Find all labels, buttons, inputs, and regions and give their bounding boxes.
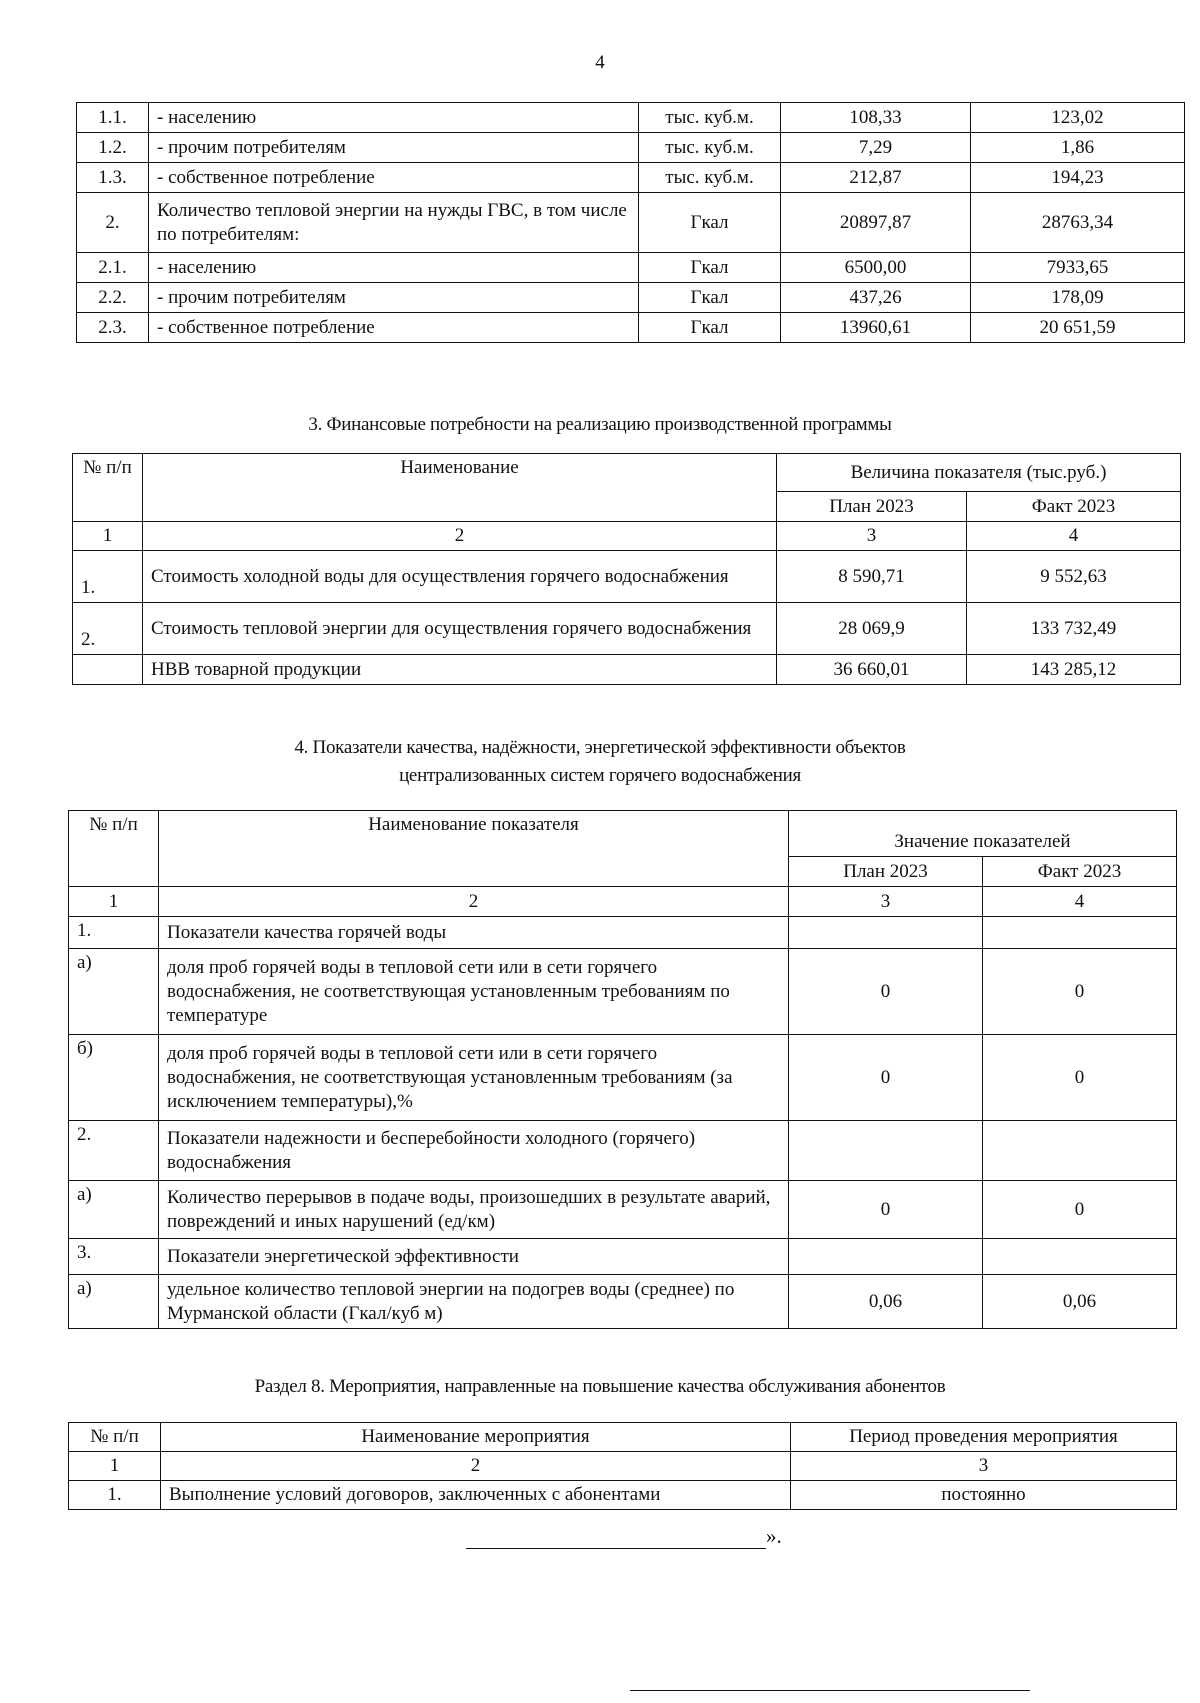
row-fact: 0 [983,949,1177,1035]
row-name: Выполнение условий договоров, заключенных с абонентами [161,1481,791,1510]
section4-title-line2: централизованных систем горячего водоснабжения [399,765,801,786]
row-plan: 108,33 [781,103,971,133]
table-row [69,1121,1177,1181]
table-row [77,253,1185,283]
row-plan: 28 069,9 [777,603,967,655]
row-fact: 9 552,63 [967,551,1181,603]
table-row [77,193,1185,253]
row-name: - прочим потребителям [149,283,639,313]
header-fact: Факт 2023 [967,492,1181,522]
row-name: Стоимость тепловой энергии для осуществления горячего водоснабжения [143,603,777,655]
row-num: 1.1. [77,103,149,133]
table-row [73,603,1181,655]
row-num: 2. [73,603,143,655]
table-row [77,313,1185,343]
row-fact: 1,86 [971,133,1185,163]
header-name: Наименование показателя [159,811,789,887]
index-cell: 3 [791,1452,1177,1481]
header-plan: План 2023 [789,857,983,887]
row-name: - населению [149,253,639,283]
row-plan: 212,87 [781,163,971,193]
header-name: Наименование мероприятия [161,1423,791,1452]
row-period: постоянно [791,1481,1177,1510]
row-plan: 0 [789,1181,983,1239]
table-row [77,103,1185,133]
row-unit: Гкал [639,253,781,283]
row-unit: Гкал [639,193,781,253]
header-fact: Факт 2023 [983,857,1177,887]
row-fact [983,917,1177,949]
table-row [77,283,1185,313]
row-fact: 7933,65 [971,253,1185,283]
row-plan: 437,26 [781,283,971,313]
row-unit: тыс. куб.м. [639,133,781,163]
row-name: Стоимость холодной воды для осуществления горячего водоснабжения [143,551,777,603]
section8-title: Раздел 8. Мероприятия, направленные на повышение качества обслуживания абонентов [254,1376,946,1397]
row-name: Количество тепловой энергии на нужды ГВС, в том числе по потребителям: [149,193,639,253]
table-row [69,1035,1177,1121]
row-fact: 0,06 [983,1275,1177,1329]
table-row [73,655,1181,685]
row-num: 1.3. [77,163,149,193]
table-row [77,163,1185,193]
index-cell: 2 [143,522,777,551]
index-cell: 3 [777,522,967,551]
row-num: 1. [69,1481,161,1510]
row-fact: 0 [983,1035,1177,1121]
row-name: - собственное потребление [149,163,639,193]
row-num: 2. [69,1121,159,1181]
row-name: - собственное потребление [149,313,639,343]
row-num: 2. [77,193,149,253]
index-cell: 1 [69,887,159,917]
row-fact: 123,02 [971,103,1185,133]
index-cell: 1 [73,522,143,551]
index-cell: 2 [161,1452,791,1481]
row-fact: 194,23 [971,163,1185,193]
row-fact: 28763,34 [971,193,1185,253]
row-num: а) [69,949,159,1035]
row-plan: 7,29 [781,133,971,163]
header-value: Значение показателей [789,811,1177,857]
row-num: 2.3. [77,313,149,343]
row-name: доля проб горячей воды в тепловой сети или в сети горячего водоснабжения, не соответствующая установленным требованиям по температуре [159,949,789,1035]
section3-title: 3. Финансовые потребности на реализацию производственной программы [308,414,892,435]
row-fact: 133 732,49 [967,603,1181,655]
row-name: удельное количество тепловой энергии на подогрев воды (среднее) по Мурманской области (Гкал/куб м) [159,1275,789,1329]
row-unit: Гкал [639,283,781,313]
row-name: - населению [149,103,639,133]
row-num: 1. [69,917,159,949]
row-fact: 178,09 [971,283,1185,313]
row-fact [983,1239,1177,1275]
row-name: - прочим потребителям [149,133,639,163]
service-measures-table [68,1422,1177,1510]
table-row [69,917,1177,949]
row-plan: 13960,61 [781,313,971,343]
row-plan: 0,06 [789,1275,983,1329]
index-cell: 3 [789,887,983,917]
row-num [73,655,143,685]
row-name: доля проб горячей воды в тепловой сети или в сети горячего водоснабжения, не соответствующая установленным требованиям (за исключением температуры),% [159,1035,789,1121]
row-unit: тыс. куб.м. [639,163,781,193]
row-fact [983,1121,1177,1181]
row-plan [789,1121,983,1181]
header-period: Период проведения мероприятия [791,1423,1177,1452]
index-cell: 2 [159,887,789,917]
row-plan: 0 [789,1035,983,1121]
header-num: № п/п [69,1423,161,1452]
table-row [69,949,1177,1035]
row-fact: 20 651,59 [971,313,1185,343]
closing-mark [466,1524,782,1549]
footer-line [630,1690,1030,1691]
row-fact: 0 [983,1181,1177,1239]
row-num: 2.2. [77,283,149,313]
header-plan: План 2023 [777,492,967,522]
row-plan [789,1239,983,1275]
row-num: 1.2. [77,133,149,163]
row-num: а) [69,1181,159,1239]
volumes-table [76,102,1185,343]
row-plan: 8 590,71 [777,551,967,603]
row-unit: тыс. куб.м. [639,103,781,133]
table-row [69,1239,1177,1275]
row-name: Показатели энергетической эффективности [159,1239,789,1275]
table-row [69,1181,1177,1239]
table-row [77,133,1185,163]
table-row [69,1481,1177,1510]
row-name: Показатели надежности и бесперебойности холодного (горячего) водоснабжения [159,1121,789,1181]
row-plan: 0 [789,949,983,1035]
index-cell: 4 [967,522,1181,551]
row-num: 1. [73,551,143,603]
index-cell: 1 [69,1452,161,1481]
row-num: а) [69,1275,159,1329]
row-plan: 6500,00 [781,253,971,283]
closing-quote: ». [766,1524,782,1548]
row-name: НВВ товарной продукции [143,655,777,685]
row-num: б) [69,1035,159,1121]
table-row [69,1275,1177,1329]
row-plan: 36 660,01 [777,655,967,685]
row-num: 2.1. [77,253,149,283]
signature-line [466,1528,766,1549]
page-number: 4 [595,52,605,73]
header-name: Наименование [143,454,777,522]
row-unit: Гкал [639,313,781,343]
row-plan: 20897,87 [781,193,971,253]
row-num: 3. [69,1239,159,1275]
financial-needs-table [72,453,1181,685]
row-name: Показатели качества горячей воды [159,917,789,949]
header-num: № п/п [69,811,159,887]
section4-title-line1: 4. Показатели качества, надёжности, энергетической эффективности объектов [294,737,906,758]
header-num: № п/п [73,454,143,522]
quality-indicators-table [68,810,1177,1329]
table-row [73,551,1181,603]
row-plan [789,917,983,949]
row-name: Количество перерывов в подаче воды, произошедших в результате аварий, повреждений и иных нарушений (ед/км) [159,1181,789,1239]
index-cell: 4 [983,887,1177,917]
header-value: Величина показателя (тыс.руб.) [777,454,1181,492]
row-fact: 143 285,12 [967,655,1181,685]
